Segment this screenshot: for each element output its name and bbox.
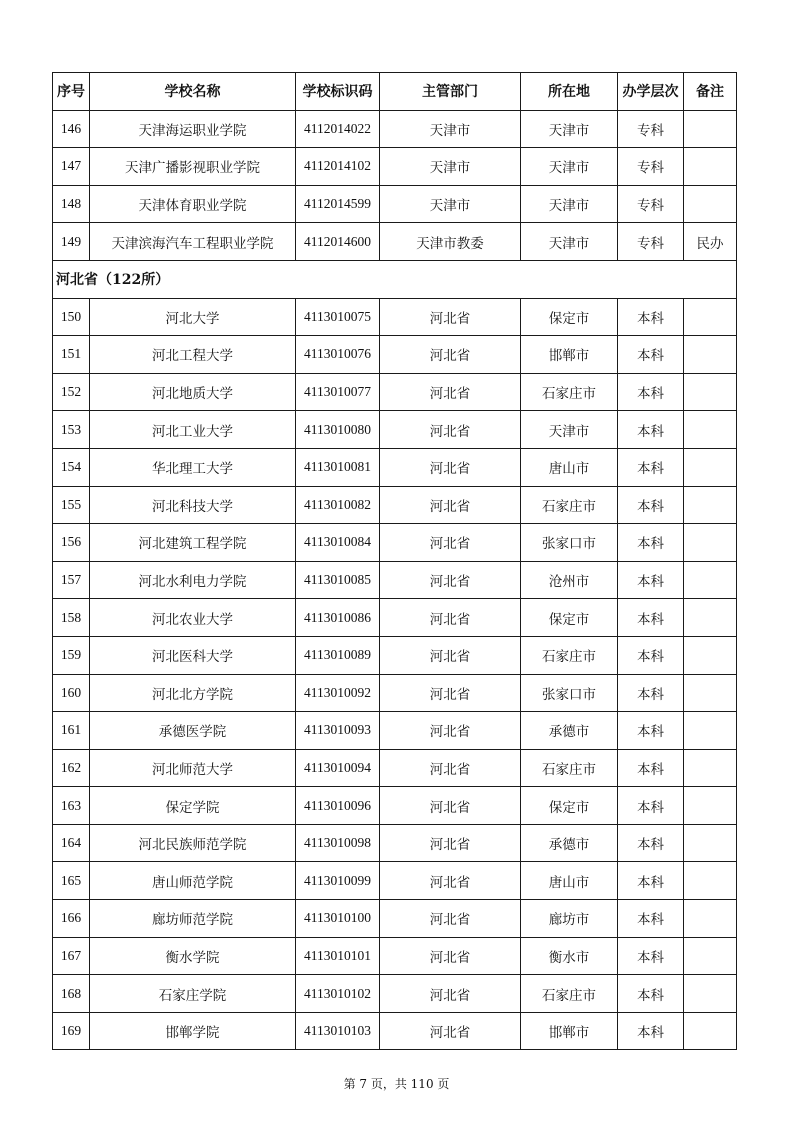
cell-school-name: 河北工业大学	[90, 411, 296, 449]
cell-department: 河北省	[380, 336, 521, 374]
table-row	[53, 448, 737, 486]
cell-school-code: 4113010101	[296, 937, 380, 975]
cell-location: 天津市	[521, 185, 618, 223]
cell-location: 保定市	[521, 298, 618, 336]
cell-department: 天津市	[380, 185, 521, 223]
cell-department: 河北省	[380, 674, 521, 712]
cell-seq: 150	[53, 298, 90, 336]
cell-department: 河北省	[380, 787, 521, 825]
table-row	[53, 749, 737, 787]
cell-seq: 164	[53, 824, 90, 862]
cell-level: 专科	[618, 148, 684, 186]
cell-seq: 160	[53, 674, 90, 712]
cell-level: 本科	[618, 486, 684, 524]
cell-level: 本科	[618, 824, 684, 862]
header-note: 备注	[684, 73, 737, 111]
cell-note	[684, 636, 737, 674]
cell-school-name: 天津滨海汽车工程职业学院	[90, 223, 296, 261]
cell-note	[684, 336, 737, 374]
cell-department: 天津市教委	[380, 223, 521, 261]
cell-school-name: 河北北方学院	[90, 674, 296, 712]
cell-note: 民办	[684, 223, 737, 261]
cell-level: 本科	[618, 787, 684, 825]
table-row	[53, 336, 737, 374]
page-footer: 第 7 页，共 110 页	[343, 1077, 450, 1091]
cell-note	[684, 937, 737, 975]
cell-note	[684, 824, 737, 862]
header-dept: 主管部门	[380, 73, 521, 111]
cell-level: 本科	[618, 937, 684, 975]
school-list-table	[52, 72, 737, 1050]
header-level: 办学层次	[618, 73, 684, 111]
cell-level: 本科	[618, 524, 684, 562]
cell-school-code: 4113010094	[296, 749, 380, 787]
table-row	[53, 110, 737, 148]
cell-location: 邯郸市	[521, 1012, 618, 1050]
cell-note	[684, 975, 737, 1013]
section-row	[53, 260, 737, 298]
cell-level: 本科	[618, 561, 684, 599]
cell-school-name: 河北大学	[90, 298, 296, 336]
cell-note	[684, 674, 737, 712]
cell-note	[684, 486, 737, 524]
cell-school-code: 4113010092	[296, 674, 380, 712]
cell-seq: 149	[53, 223, 90, 261]
cell-school-name: 河北水利电力学院	[90, 561, 296, 599]
header-location: 所在地	[521, 73, 618, 111]
cell-seq: 152	[53, 373, 90, 411]
cell-department: 河北省	[380, 749, 521, 787]
cell-school-name: 廊坊师范学院	[90, 900, 296, 938]
cell-level: 专科	[618, 110, 684, 148]
cell-location: 天津市	[521, 110, 618, 148]
cell-level: 本科	[618, 336, 684, 374]
cell-level: 本科	[618, 749, 684, 787]
cell-location: 邯郸市	[521, 336, 618, 374]
cell-school-name: 河北建筑工程学院	[90, 524, 296, 562]
cell-school-code: 4113010081	[296, 448, 380, 486]
cell-school-name: 河北农业大学	[90, 599, 296, 637]
table-row	[53, 599, 737, 637]
cell-school-name: 河北地质大学	[90, 373, 296, 411]
cell-department: 天津市	[380, 110, 521, 148]
table-row	[53, 524, 737, 562]
cell-school-name: 河北民族师范学院	[90, 824, 296, 862]
cell-department: 河北省	[380, 561, 521, 599]
cell-department: 河北省	[380, 824, 521, 862]
cell-level: 本科	[618, 599, 684, 637]
cell-level: 本科	[618, 674, 684, 712]
cell-school-code: 4112014600	[296, 223, 380, 261]
cell-seq: 163	[53, 787, 90, 825]
cell-school-code: 4113010093	[296, 712, 380, 750]
cell-school-name: 河北工程大学	[90, 336, 296, 374]
cell-seq: 169	[53, 1012, 90, 1050]
table-row	[53, 486, 737, 524]
cell-note	[684, 411, 737, 449]
cell-level: 本科	[618, 900, 684, 938]
cell-department: 河北省	[380, 937, 521, 975]
cell-seq: 161	[53, 712, 90, 750]
cell-note	[684, 862, 737, 900]
table-row	[53, 937, 737, 975]
cell-seq: 155	[53, 486, 90, 524]
cell-seq: 154	[53, 448, 90, 486]
cell-seq: 156	[53, 524, 90, 562]
cell-school-name: 华北理工大学	[90, 448, 296, 486]
cell-school-name: 河北师范大学	[90, 749, 296, 787]
cell-department: 天津市	[380, 148, 521, 186]
cell-seq: 158	[53, 599, 90, 637]
cell-seq: 162	[53, 749, 90, 787]
cell-school-name: 保定学院	[90, 787, 296, 825]
table-body-top	[53, 110, 737, 260]
cell-note	[684, 524, 737, 562]
cell-department: 河北省	[380, 900, 521, 938]
cell-school-code: 4113010103	[296, 1012, 380, 1050]
cell-school-name: 天津广播影视职业学院	[90, 148, 296, 186]
cell-note	[684, 787, 737, 825]
cell-school-name: 河北医科大学	[90, 636, 296, 674]
cell-level: 本科	[618, 1012, 684, 1050]
cell-school-name: 河北科技大学	[90, 486, 296, 524]
cell-location: 沧州市	[521, 561, 618, 599]
cell-school-code: 4113010096	[296, 787, 380, 825]
cell-level: 本科	[618, 862, 684, 900]
cell-note	[684, 712, 737, 750]
cell-location: 廊坊市	[521, 900, 618, 938]
cell-note	[684, 599, 737, 637]
cell-school-code: 4113010075	[296, 298, 380, 336]
cell-school-code: 4112014022	[296, 110, 380, 148]
cell-school-name: 唐山师范学院	[90, 862, 296, 900]
cell-location: 承德市	[521, 824, 618, 862]
table-row	[53, 787, 737, 825]
table-row	[53, 824, 737, 862]
cell-location: 石家庄市	[521, 749, 618, 787]
section-title: 河北省（122所）	[53, 260, 737, 298]
table-row	[53, 411, 737, 449]
cell-seq: 166	[53, 900, 90, 938]
cell-department: 河北省	[380, 298, 521, 336]
table-row	[53, 561, 737, 599]
cell-department: 河北省	[380, 599, 521, 637]
cell-seq: 146	[53, 110, 90, 148]
cell-seq: 157	[53, 561, 90, 599]
cell-seq: 148	[53, 185, 90, 223]
cell-school-code: 4113010099	[296, 862, 380, 900]
cell-note	[684, 148, 737, 186]
cell-location: 衡水市	[521, 937, 618, 975]
cell-note	[684, 373, 737, 411]
table-row	[53, 712, 737, 750]
header-code: 学校标识码	[296, 73, 380, 111]
cell-school-name: 邯郸学院	[90, 1012, 296, 1050]
cell-level: 本科	[618, 298, 684, 336]
cell-note	[684, 448, 737, 486]
cell-school-code: 4113010100	[296, 900, 380, 938]
cell-school-code: 4113010098	[296, 824, 380, 862]
table-row	[53, 223, 737, 261]
cell-department: 河北省	[380, 862, 521, 900]
cell-school-code: 4112014599	[296, 185, 380, 223]
cell-school-code: 4113010085	[296, 561, 380, 599]
cell-location: 张家口市	[521, 674, 618, 712]
cell-level: 本科	[618, 636, 684, 674]
cell-note	[684, 900, 737, 938]
cell-location: 石家庄市	[521, 975, 618, 1013]
cell-school-code: 4113010089	[296, 636, 380, 674]
cell-school-code: 4113010077	[296, 373, 380, 411]
cell-school-name: 承德医学院	[90, 712, 296, 750]
table-row	[53, 636, 737, 674]
cell-note	[684, 185, 737, 223]
cell-department: 河北省	[380, 448, 521, 486]
table-body-bottom	[53, 298, 737, 1050]
table-row	[53, 674, 737, 712]
cell-note	[684, 298, 737, 336]
cell-level: 本科	[618, 373, 684, 411]
table-row	[53, 1012, 737, 1050]
cell-school-name: 衡水学院	[90, 937, 296, 975]
cell-school-code: 4113010086	[296, 599, 380, 637]
cell-school-code: 4113010084	[296, 524, 380, 562]
cell-level: 专科	[618, 223, 684, 261]
cell-location: 天津市	[521, 148, 618, 186]
cell-level: 本科	[618, 448, 684, 486]
cell-location: 石家庄市	[521, 636, 618, 674]
table-row	[53, 975, 737, 1013]
cell-department: 河北省	[380, 975, 521, 1013]
cell-school-code: 4113010080	[296, 411, 380, 449]
cell-location: 保定市	[521, 599, 618, 637]
cell-note	[684, 1012, 737, 1050]
cell-department: 河北省	[380, 373, 521, 411]
cell-location: 保定市	[521, 787, 618, 825]
header-seq: 序号	[53, 73, 90, 111]
cell-school-code: 4113010076	[296, 336, 380, 374]
cell-level: 本科	[618, 411, 684, 449]
cell-location: 天津市	[521, 411, 618, 449]
cell-school-name: 石家庄学院	[90, 975, 296, 1013]
table-row	[53, 298, 737, 336]
cell-location: 唐山市	[521, 448, 618, 486]
table-row	[53, 185, 737, 223]
cell-school-code: 4113010082	[296, 486, 380, 524]
cell-seq: 165	[53, 862, 90, 900]
cell-department: 河北省	[380, 411, 521, 449]
cell-seq: 153	[53, 411, 90, 449]
cell-department: 河北省	[380, 636, 521, 674]
table-row	[53, 148, 737, 186]
cell-seq: 167	[53, 937, 90, 975]
header-name: 学校名称	[90, 73, 296, 111]
cell-department: 河北省	[380, 486, 521, 524]
cell-level: 专科	[618, 185, 684, 223]
cell-school-name: 天津体育职业学院	[90, 185, 296, 223]
cell-location: 石家庄市	[521, 486, 618, 524]
table-section	[53, 260, 737, 298]
cell-seq: 159	[53, 636, 90, 674]
table-row	[53, 862, 737, 900]
cell-department: 河北省	[380, 524, 521, 562]
cell-note	[684, 749, 737, 787]
cell-location: 唐山市	[521, 862, 618, 900]
cell-level: 本科	[618, 975, 684, 1013]
cell-location: 石家庄市	[521, 373, 618, 411]
cell-seq: 151	[53, 336, 90, 374]
cell-school-code: 4112014102	[296, 148, 380, 186]
cell-seq: 147	[53, 148, 90, 186]
cell-level: 本科	[618, 712, 684, 750]
cell-school-name: 天津海运职业学院	[90, 110, 296, 148]
cell-school-code: 4113010102	[296, 975, 380, 1013]
table-row	[53, 900, 737, 938]
table-row	[53, 373, 737, 411]
cell-seq: 168	[53, 975, 90, 1013]
cell-note	[684, 110, 737, 148]
cell-note	[684, 561, 737, 599]
cell-location: 张家口市	[521, 524, 618, 562]
table-header-row	[53, 73, 737, 111]
cell-location: 承德市	[521, 712, 618, 750]
cell-department: 河北省	[380, 712, 521, 750]
cell-department: 河北省	[380, 1012, 521, 1050]
cell-location: 天津市	[521, 223, 618, 261]
